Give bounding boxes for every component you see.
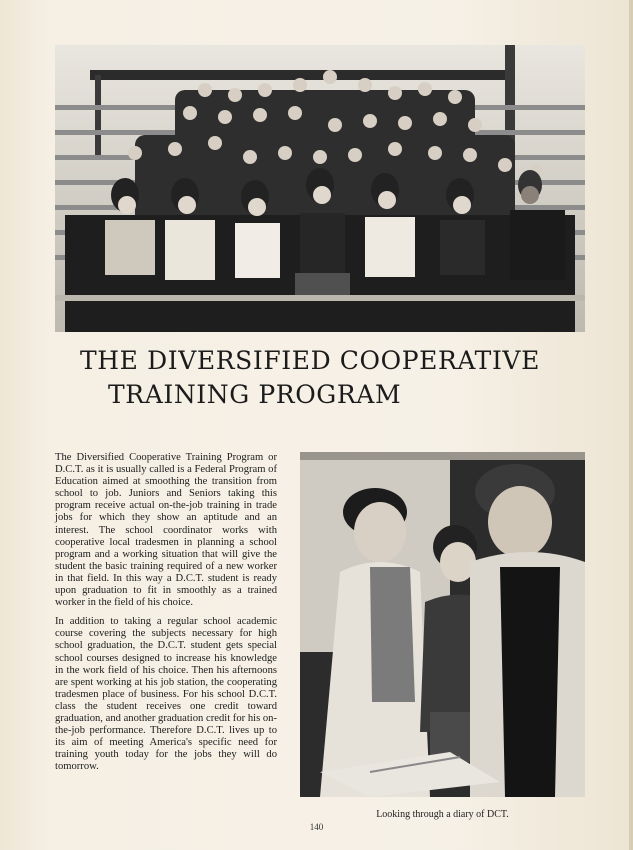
group-photo	[55, 45, 585, 332]
title-line-2: TRAINING PROGRAM	[108, 380, 402, 409]
page-number: 140	[309, 822, 324, 832]
article-body	[55, 452, 277, 780]
group-photo-image	[55, 45, 585, 332]
title-line-1: THE DIVERSIFIED COOPERATIVE	[80, 346, 540, 375]
paragraph-2: In addition to taking a regular school academic course covering the subjects necessary for high school graduation, the D.C.T. student gets special school courses designed to increase his knowledge in the work field of his choice. Then his afternoons are spent working at his job station, the cooperating tradesmen place of business. For his school D.C.T. class the student receives one credit toward graduation, and another graduation credit for his on-the-job performance. Therefore D.C.T. lives up to its aim of meeting America's specific need for training youth today for the jobs they will do tomorrow.	[55, 616, 277, 773]
page-edge	[629, 0, 633, 850]
students-photo-image	[300, 452, 585, 797]
photo-caption: Looking through a diary of DCT.	[376, 809, 509, 820]
students-photo	[300, 452, 585, 797]
paragraph-1: The Diversified Cooperative Training Program or D.C.T. as it is usually called is a Federal Program of Education aimed at smoothing the transition from school to job. Juniors and Seniors taking this program receive actual on-the-job training in trade jobs for which they show an aptitude and an interest. The school coordinator works with cooperative local tradesmen in planning a school program and a working situation that will give the student the basic training required of a new worker in that field. In this way a D.C.T. student is ready upon graduation to fit in smoothly as a trained worker in the field of his choice.	[55, 452, 277, 609]
page-title	[80, 344, 600, 412]
